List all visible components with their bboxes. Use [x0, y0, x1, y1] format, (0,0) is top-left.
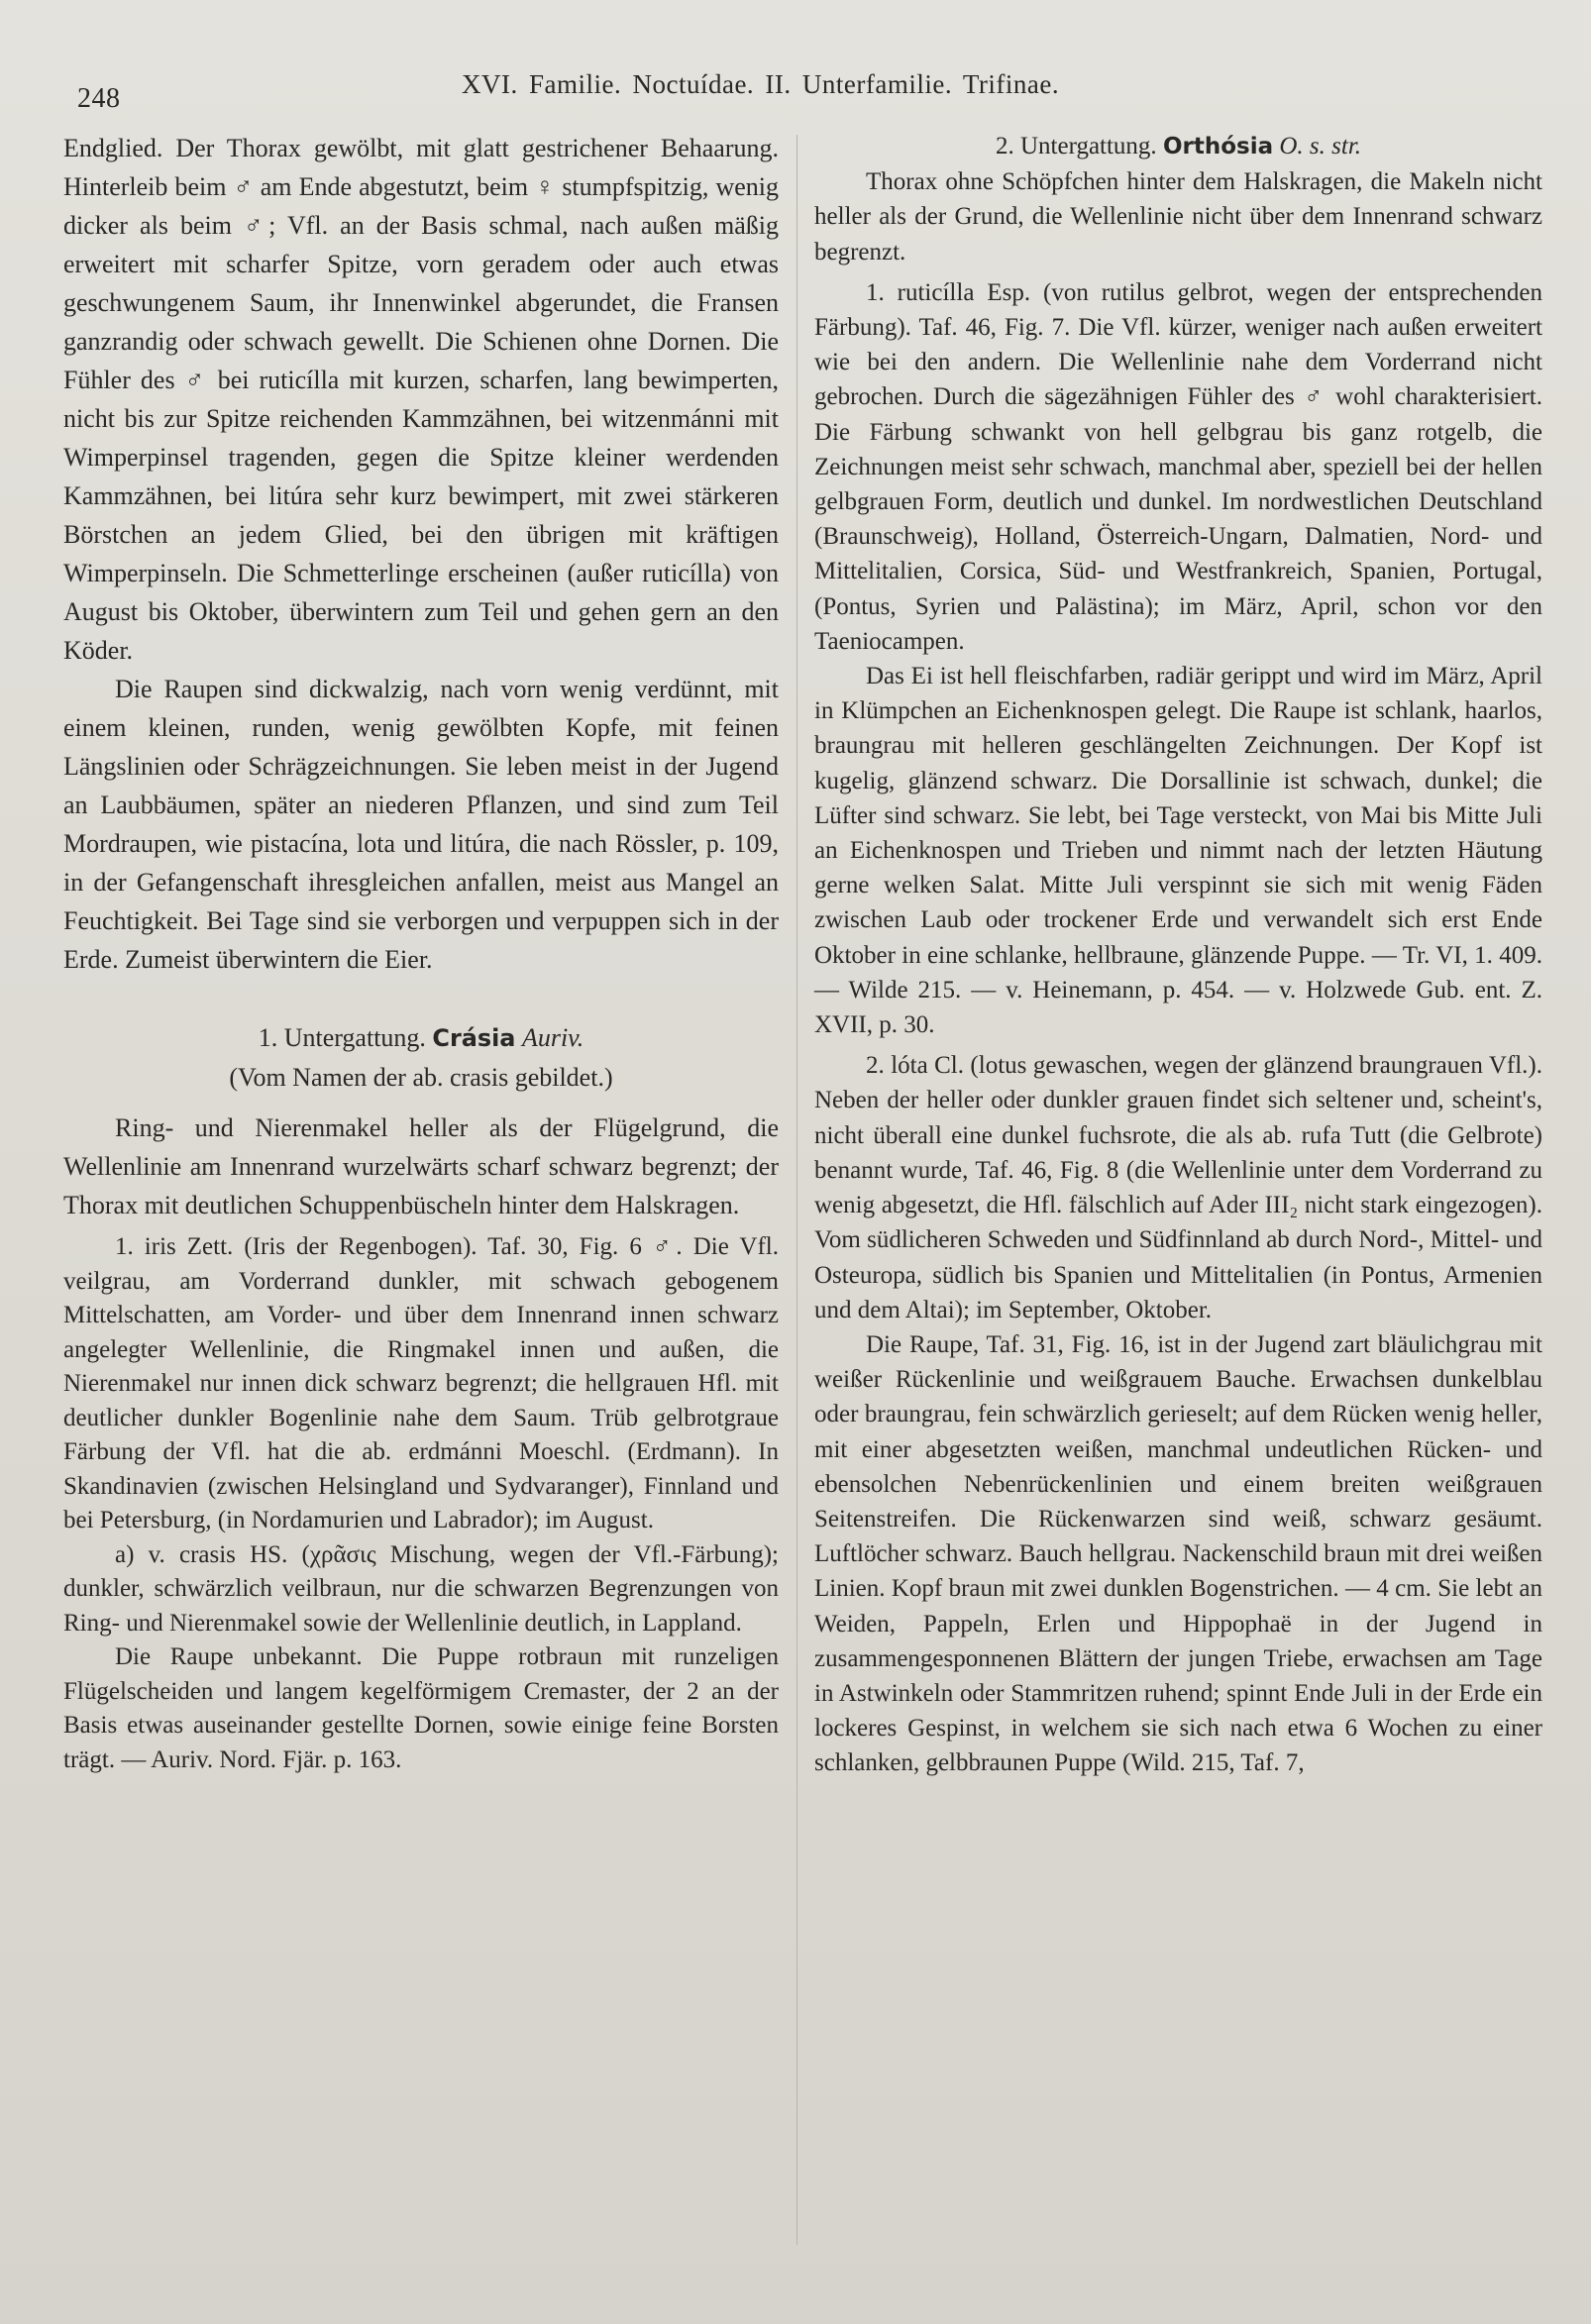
ruticilla-egg-larva-paragraph: Das Ei ist hell fleischfarben, radiär gerippt und wird im März, April in Klümpchen an Eichenknospen gelegt. Die Raupe ist schlank, haarlos, braungrau mit helleren geschlängelten Zeichnungen. Der Kopf ist kugelig, glänzend schwarz. Die Dorsallinie ist schwach, dunkel; die Lüfter sind schwarz. Sie lebt, bei Tage versteckt, von Mai bis Mitte Juli an Eichenknospen und Trieben und nimmt nach der letzten Häutung gerne welken Salat. Mitte Juli verspinnt sie sich mit wenig Fäden zwischen Laub oder trockener Erde und verwandelt sich erst Ende Oktober in eine schlanke, hellbraune, glänzende Puppe. — Tr. VI, 1. 409. — Wilde 215. — v. Heinemann, p. 454. — v. Holzwede Gub. ent. Z. XVII, p. 30. [814, 663, 1542, 1039]
iris-pupa-paragraph: Die Raupe unbekannt. Die Puppe rotbraun mit runzeligen Flügelscheiden und langem kegelförmigem Cremaster, der 2 an der Basis etwas auseinander gestellte Dornen, sowie einige feine Borsten trägt. — Auriv. Nord. Fjär. p. 163. [63, 1643, 779, 1773]
subgenus-heading-crasia [63, 1018, 779, 1058]
page-number: 248 [77, 83, 121, 114]
subgenus-diagnosis: Thorax ohne Schöpfchen hinter dem Halskragen, die Makeln nicht heller als der Grund, die Wellenlinie nicht über dem Innenrand schwarz begrenzt. [814, 168, 1542, 265]
species-ruticilla-entry: 1. ruticílla Esp. (von rutilus gelbrot, wegen der entsprechenden Färbung). Taf. 46, Fig. 7. Die Vfl. kürzer, weniger nach außen erweitert wie bei den andern. Die Wellenlinie nahe dem Vorderrand nicht gebrochen. Durch die sägezähnigen Fühler des ♂ wohl charakterisiert. Die Färbung schwankt von hell gelbgrau bis ganz rotgelb, die Zeichnungen meist sehr schwach, manchmal aber, speziell bei der hellen gelbgrauen Form, deutlich und dunkel. Im nordwestlichen Deutschland (Braunschweig), Holland, Österreich-Ungarn, Dalmatien, Nord- und Mittelitalien, Corsica, Süd- und Westfrankreich, Spanien, Portugal, (Pontus, Syrien und Palästina); im März, April, schon vor den Taeniocampen. [814, 278, 1542, 655]
page-header [77, 61, 1534, 113]
right-column [814, 129, 1542, 1781]
subgenus-heading-orthosia [814, 129, 1542, 164]
running-title: XVI. Familie. Noctuídae. II. Unterfamilie. Trifinae. [462, 69, 1060, 99]
subgenus-prefix: 1. Untergattung. [258, 1023, 426, 1052]
column-divider [796, 135, 797, 2245]
subgenus-author: O. s. str. [1279, 133, 1362, 159]
subgenus-author: Auriv. [521, 1023, 584, 1052]
genus-description-paragraph: Endglied. Der Thorax gewölbt, mit glatt gestrichener Behaarung. Hinterleib beim ♂ am Ende abgestutzt, beim ♀ stumpfspitzig, wenig dicker als beim ♂; Vfl. an der Basis schmal, nach außen mäßig erweitert mit scharfer Spitze, vorn geradem oder auch etwas geschwungenem Saum, ihr Innenwinkel abgerundet, die Fransen ganzrandig oder schwach gewellt. Die Schienen ohne Dornen. Die Fühler des ♂ bei ruticílla mit kurzen, scharfen, lang bewimperten, nicht bis zur Spitze reichenden Kammzähnen, bei witzenmánni mit Wimperpinsel tragenden, gegen die Spitze kleiner werdenden Kammzähnen, bei litúra sehr kurz bewimpert, mit zwei stärkeren Börstchen an jedem Glied, bei den übrigen mit kräftigen Wimperpinseln. Die Schmetterlinge erscheinen (außer ruticílla) von August bis Oktober, überwintern zum Teil und gehen gern an den Köder. [63, 134, 779, 665]
subgenus-note: (Vom Namen der ab. crasis gebildet.) [229, 1063, 613, 1092]
subgenus-diagnosis: Ring- und Nierenmakel heller als der Flügelgrund, die Wellenlinie am Innenrand wurzelwärts scharf schwarz begrenzt; der Thorax mit deutlichen Schuppenbüscheln hinter dem Halskragen. [63, 1113, 779, 1219]
left-column [63, 129, 779, 1777]
subgenus-prefix: 2. Untergattung. [995, 133, 1157, 159]
lota-larva-paragraph: Die Raupe, Taf. 31, Fig. 16, ist in der Jugend zart bläulichgrau mit weißer Rückenlinie und weißgrauem Bauche. Erwachsen dunkelblau oder braungrau, fein schwärzlich gerieselt; auf dem Rücken wenig heller, mit einer abgesetzten weißen, manchmal undeutlichen Rücken- und ebensolchen Nebenrückenlinien und einem breiten weißgrauen Seitenstreifen. Die Rückenwarzen sind weiß, schwarz gesäumt. Luftlöcher schwarz. Bauch hellgrau. Nackenschild braun mit drei weißen Linien. Kopf braun mit zwei dunklen Bogenstrichen. — 4 cm. Sie lebt an Weiden, Pappeln, Erlen und Hippophaë in der Jugend in zusammengesponnenen Blättern der jungen Triebe, erwachsen am Tage in Astwinkeln oder Stammritzen ruhend; spinnt Ende Juli in der Erde ein lockeres Gespinst, in welchem sie sich nach etwa 6 Wochen zu einer schlanken, gelbbraunen Puppe (Wild. 215, Taf. 7, [814, 1330, 1542, 1777]
subgenus-name: Crásia [432, 1024, 516, 1052]
species-lota-entry: 2. lóta Cl. (lotus gewaschen, wegen der glänzend braungrauen Vfl.). Neben der heller oder dunkler grauen findet sich seltener und, scheint's, nicht überall eine dunkel fuchsrote, die als ab. rufa Tutt (die Gelbrote) benannt wurde, Taf. 46, Fig. 8 (die Wellenlinie unter dem Vorderrand zu wenig abgesetzt, die Hfl. fälschlich auf Ader III₂ nicht stark eingezogen). Vom südlicheren Schweden und Südfinnland ab durch Nord-, Mittel- und Osteuropa, südlich bis Spanien und Mittelitalien (in Pontus, Armenien und dem Altai); im September, Oktober. [814, 1052, 1542, 1323]
species-iris-entry: 1. iris Zett. (Iris der Regenbogen). Taf. 30, Fig. 6 ♂. Die Vfl. veilgrau, am Vorderrand dunkler, mit schwach gebogenem Mittelschatten, am Vorder- und über dem Innenrand innen schwarz angelegter Wellenlinie, die Ringmakel innen und außen, die Nierenmakel nur innen dick schwarz begrenzt; die hellgrauen Hfl. mit deutlicher dunkler Bogenlinie nahe dem Saum. Trüb gelbrotgraue Färbung der Vfl. hat die ab. erdmánni Moeschl. (Erdmann). In Skandinavien (zwischen Helsingland und Sydvaranger), Finnland und bei Petersburg, (in Nordamurien und Labrador); im August. [63, 1233, 779, 1533]
variety-crasis-entry: a) v. crasis HS. (χρᾶσις Mischung, wegen der Vfl.-Färbung); dunkler, schwärzlich veilbraun, nur die schwarzen Begrenzungen von Ring- und Nierenmakel sowie der Wellenlinie deutlich, in Lappland. [63, 1540, 779, 1637]
larvae-paragraph: Die Raupen sind dickwalzig, nach vorn wenig verdünnt, mit einem kleinen, runden, wenig gewölbten Kopfe, mit feinen Längslinien oder Schrägzeichnungen. Sie leben meist in der Jugend an Laubbäumen, später an niederen Pflanzen, und sind zum Teil Mordraupen, wie pistacína, lota und litúra, die nach Rössler, p. 109, in der Gefangenschaft ihresgleichen anfallen, meist aus Mangel an Feuchtigkeit. Bei Tage sind sie verborgen und verpuppen sich in der Erde. Zumeist überwintern die Eier. [63, 675, 779, 974]
subgenus-name: Orthósia [1162, 134, 1274, 159]
